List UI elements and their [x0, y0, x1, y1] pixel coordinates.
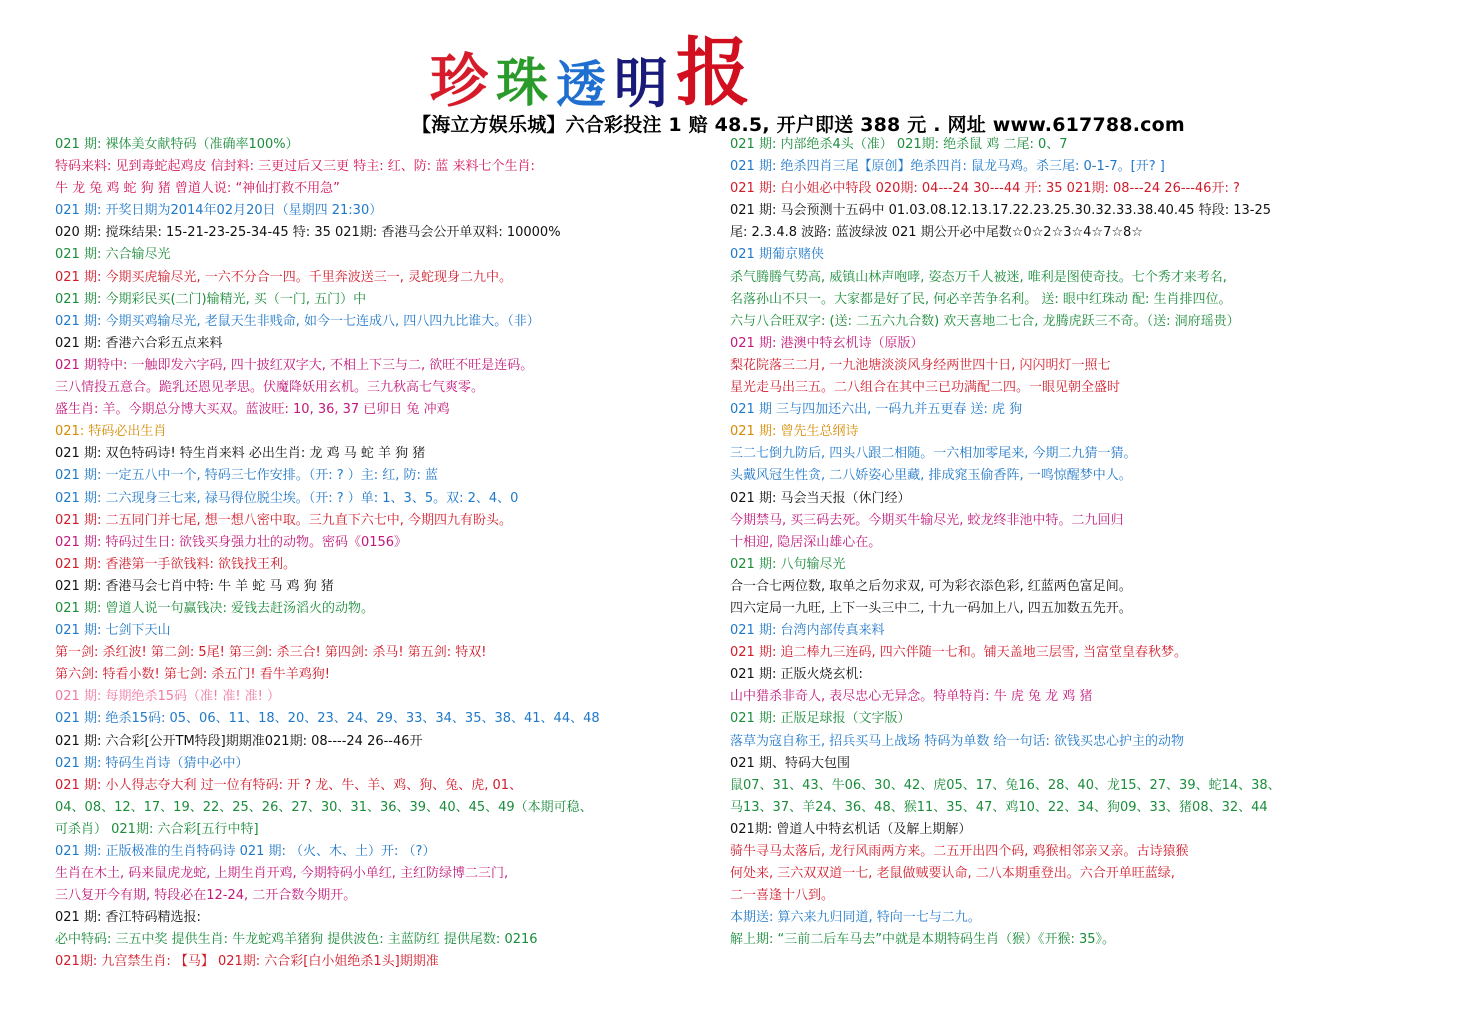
- text-line: 021 期: 六合输尽光: [55, 247, 171, 263]
- text-line: 021 期: 七剑下天山: [55, 623, 171, 639]
- text-line: 梨花院落三二月, 一九池塘淡淡风身经两世四十日, 闪闪明灯一照七: [730, 357, 1111, 373]
- text-line: 山中猎杀非奇人, 表尽忠心无异念。特单特肖: 牛 虎 兔 龙 鸡 猪: [730, 689, 1093, 705]
- text-line: 021期: 曾道人中特玄机话（及解上期解）: [730, 821, 972, 837]
- text-line: 生肖在木土, 码来鼠虎龙蛇, 上期生肖开鸡, 今期特码小单红, 主红防绿博二三门,: [55, 866, 509, 882]
- text-line: 尾: 2.3.4.8 波路: 蓝波绿波 021 期公开必中尾数☆0☆2☆3☆4☆7☆8☆: [730, 225, 1143, 241]
- text-line: 四六定局一九旺, 上下一头三中二, 十九一码加上八, 四五加数五先开。: [730, 600, 1132, 616]
- text-line: 021 期: 马会当天报（休门经）: [730, 490, 911, 506]
- text-line: 021 期: 香港第一手欲钱料: 欲钱找王利。: [55, 556, 296, 572]
- text-line: 021 期: 马会预测十五码中 01.03.08.12.13.17.22.23.25.30.32.33.38.40.45 特段: 13-25: [730, 203, 1271, 219]
- text-line: 021期: 九宫禁生肖: 【马】 021期: 六合彩[白小姐绝杀1头]期期准: [55, 954, 439, 970]
- text-line: 021 期 三与四加还六出, 一码九并五更春 送: 虎 狗: [730, 402, 1023, 418]
- text-line: 021 期: 香港六合彩五点来料: [55, 335, 223, 351]
- text-line: 021 期: 香江特码精选报:: [55, 910, 201, 926]
- text-line: 04、08、12、17、19、22、25、26、27、30、31、36、39、40、45、49（本期可稳、: [55, 799, 593, 815]
- title-char-1: 珍: [430, 47, 489, 115]
- text-line: 021 期: 正版极准的生肖特码诗 021 期: （火、木、土）开: （?）: [55, 844, 436, 859]
- text-line: 021 期: 开奖日期为2014年02月20日（星期四 21:30）: [55, 203, 383, 219]
- text-line: 骑牛寻马太落后, 龙行风雨两方来。二五开出四个码, 鸡猴相邻亲又亲。古诗猿猴: [730, 844, 1189, 859]
- text-line: 021 期: 特码生肖诗（猜中必中）: [55, 755, 249, 771]
- text-line: 十相迎, 隐居深山雄心在。: [730, 534, 882, 550]
- text-line: 杀气腾腾气势高, 威镇山林声咆哮, 姿态万千人被迷, 唯利是图使奇技。七个秀才来考名,: [730, 269, 1227, 285]
- text-line: 021 期: 台湾内部传真来料: [730, 623, 885, 639]
- text-line: 合一合七两位数, 取单之后勿求双, 可为彩衣添色彩, 红蓝两色富足间。: [730, 578, 1132, 594]
- text-line: 牛 龙 兔 鸡 蛇 狗 猪 曾道人说: “神仙打救不用急”: [55, 181, 340, 197]
- text-line: 今期禁马, 买三码去死。今期买牛输尽光, 蛟龙终非池中特。二九回归: [730, 512, 1124, 528]
- text-line: 本期送: 算六来九归同道, 特向一七与二九。: [730, 910, 981, 926]
- text-line: 三二七倒九防后, 四头八跟二相随。一六相加零尾来, 今期二九猜一猜。: [730, 446, 1137, 462]
- text-line: 二一喜逢十八到。: [730, 888, 835, 904]
- text-line: 021 期: 香港马会七肖中特: 牛 羊 蛇 马 鸡 狗 猪: [55, 578, 334, 594]
- text-line: 名落孙山不只一。大家都是好了民, 何必辛苦争名利。 送: 眼中红珠动 配: 生肖排四位。: [730, 291, 1232, 307]
- text-line: 020 期: 搅珠结果: 15-21-23-25-34-45 特: 35 021期: 香港马会公开单双料: 10000%: [55, 225, 561, 241]
- title-char-5: 报: [676, 30, 751, 116]
- text-line: 021 期: 正版火烧玄机:: [730, 667, 863, 683]
- text-line: 何处来, 三六双双道一七, 老鼠做贼要认命, 二八本期重登出。六合开单旺蓝绿,: [730, 866, 1175, 882]
- text-line: 落草为寇自称王, 招兵买马上战场 特码为单数 给一句话: 欲钱买忠心护主的动物: [730, 733, 1185, 749]
- text-line: 021 期: 曾先生总纲诗: [730, 424, 859, 440]
- text-line: 021 期: 追二棒九三连码, 四六伴随一七和。铺天盖地三层雪, 当富堂皇春秋梦。: [730, 645, 1187, 661]
- text-line: 021 期: 小人得志夺大利 过一位有特码: 开 ? 龙、牛、羊、鸡、狗、兔、虎, 01、: [55, 777, 523, 793]
- text-line: 021 期: 今期买鸡输尽光, 老鼠天生非贱命, 如今一七连成八, 四八四九比谁大。（非）: [55, 313, 540, 329]
- text-line: 马13、37、羊24、36、48、猴11、35、47、鸡10、22、34、狗09、33、猪08、32、44: [730, 799, 1268, 815]
- text-line: 021 期: 港澳中特玄机诗（原版）: [730, 335, 924, 351]
- text-line: 021 期特中: 一触即发六字码, 四十披红双字大, 不相上下三与二, 欲旺不旺是连码。: [55, 357, 534, 373]
- advert-banner: 【海立方娱乐城】六合彩投注 1 赔 48.5, 开户即送 388 元 . 网址 www.617788.com: [412, 114, 1185, 136]
- text-line: 021 期: 正版足球报（文字版）: [730, 711, 911, 727]
- text-line: 021 期、特码大包围: [730, 755, 850, 771]
- text-line: 021 期葡京赌侠: [730, 247, 824, 263]
- left-column: [55, 134, 715, 974]
- text-line: 021: 特码必出生肖: [55, 424, 167, 440]
- text-line: 021 期: 绝杀四肖三尾【原创】绝杀四肖: 鼠龙马鸡。杀三尾: 0-1-7。[开? ]: [730, 159, 1165, 175]
- text-line: 特码来料: 见到毒蛇起鸡皮 信封料: 三更过后又三更 特主: 红、防: 蓝 来料七个生肖:: [55, 159, 535, 175]
- text-line: 第六剑: 特看小数! 第七剑: 杀五门! 看牛羊鸡狗!: [55, 667, 330, 683]
- text-line: 021 期: 裸体美女献特码（准确率100%）: [55, 137, 299, 152]
- text-line: 三八复开今有期, 特段必在12-24, 二开合数今期开。: [55, 888, 357, 904]
- text-line: 必中特码: 三五中奖 提供生肖: 牛龙蛇鸡羊猪狗 提供波色: 主蓝防红 提供尾数: 0216: [55, 932, 538, 948]
- text-line: 021 期: 八句输尽光: [730, 556, 846, 572]
- title-char-3: 透: [556, 55, 607, 114]
- text-line: 三八情投五意合。跪乳还恩见孝思。伏魔降妖用玄机。三九秋高七气爽零。: [55, 380, 485, 396]
- text-line: 021 期: 二六现身三七来, 禄马得位脱尘埃。（开: ? ）单: 1、3、5。双: 2、4、0: [55, 490, 519, 506]
- text-line: 021 期: 内部绝杀4头（准） 021期: 绝杀鼠 鸡 二尾: 0、7: [730, 137, 1068, 152]
- text-line: 第一剑: 杀红波! 第二剑: 5尾! 第三剑: 杀三合! 第四剑: 杀马! 第五剑: 特双!: [55, 645, 487, 661]
- newspaper-title: [430, 30, 751, 116]
- text-line: 星光走马出三五。二八组合在其中三已功满配二四。一眼见朝全盛时: [730, 380, 1121, 396]
- text-line: 六与八合旺双字: (送: 二五六九合数) 欢天喜地二七合, 龙腾虎跃三不奇。（送: 洞府瑶贵）: [730, 313, 1240, 329]
- text-line: 021 期: 一定五八中一个, 特码三七作安排。（开: ? ）主: 红, 防: 蓝: [55, 468, 439, 484]
- text-line: 021 期: 特码过生日: 欲钱买身强力壮的动物。密码《0156》: [55, 534, 408, 550]
- text-line: 盛生肖: 羊。今期总分博大买双。蓝波旺: 10, 36, 37 已卯日 兔 冲鸡: [55, 402, 450, 418]
- text-line: 可杀肖） 021期: 六合彩[五行中特]: [55, 821, 259, 837]
- text-line: 鼠07、31、43、牛06、30、42、虎05、17、兔16、28、40、龙15、27、39、蛇14、38、: [730, 777, 1281, 793]
- text-line: 021 期: 白小姐必中特段 020期: 04---24 30---44 开: 35 021期: 08---24 26---46开: ?: [730, 181, 1240, 197]
- text-line: 021 期: 今期彩民买(二门)输精光, 买（一门, 五门）中: [55, 291, 367, 307]
- text-line: 021 期: 双色特码诗! 特生肖来料 必出生肖: 龙 鸡 马 蛇 羊 狗 猪: [55, 446, 426, 462]
- text-line: 021 期: 每期绝杀15码（准! 准! 准! ）: [55, 689, 281, 705]
- right-column: [730, 134, 1430, 951]
- text-line: 021 期: 六合彩[公开TM特段]期期准021期: 08----24 26--46开: [55, 733, 423, 749]
- text-line: 021 期: 绝杀15码: 05、06、11、18、20、23、24、29、33、34、35、38、41、44、48: [55, 711, 600, 727]
- text-line: 021 期: 曾道人说一句赢钱决: 爱钱去赶汤滔火的动物。: [55, 600, 374, 616]
- title-char-4: 明: [614, 51, 669, 115]
- text-line: 021 期: 二五同门并七尾, 想一想八密中取。三九直下六七中, 今期四九有盼头。: [55, 512, 512, 528]
- text-line: 头戴风冠生性贪, 二八娇姿心里藏, 排成窕玉偷香阵, 一鸣惊醒梦中人。: [730, 468, 1132, 484]
- text-line: 解上期: “三前二后车马去”中就是本期特码生肖（猴）《开猴: 35》。: [730, 932, 1116, 948]
- title-char-2: 珠: [496, 53, 549, 114]
- text-line: 021 期: 今期买虎输尽光, 一六不分合一四。千里奔波送三一, 灵蛇现身二九中。: [55, 269, 512, 285]
